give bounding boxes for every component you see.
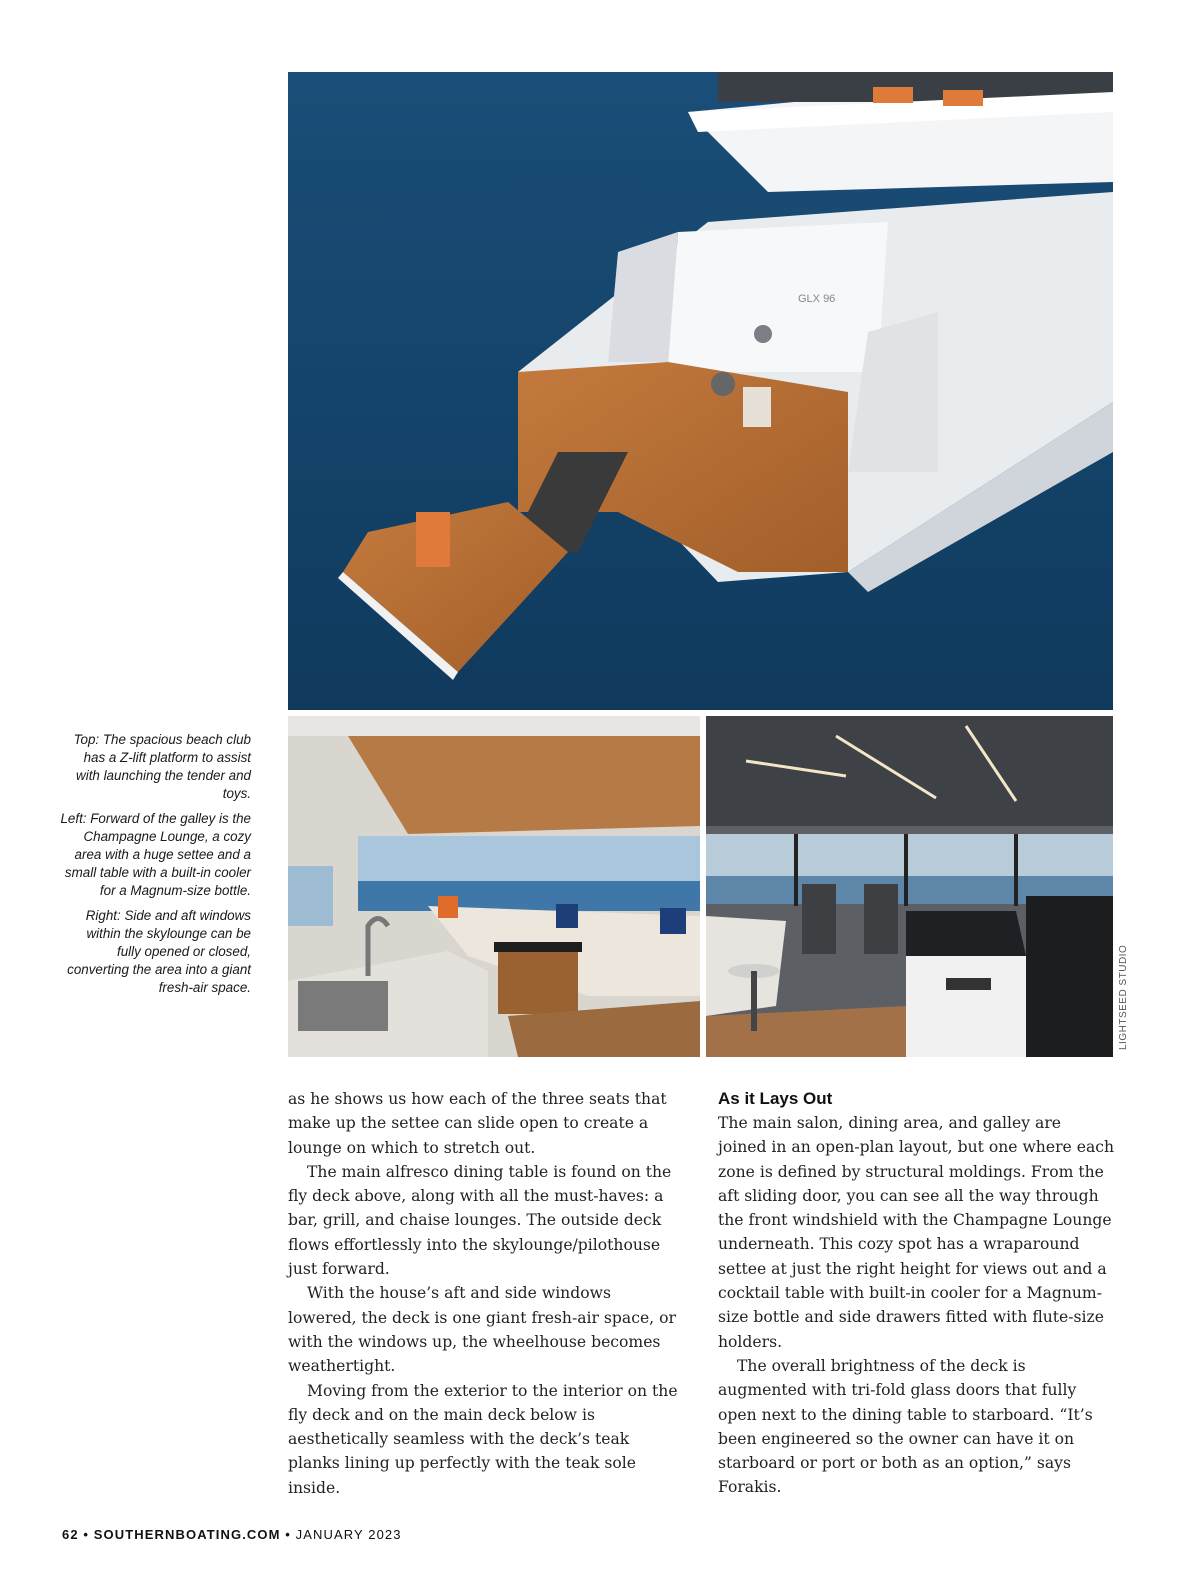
caption-left: Left: Forward of the galley is the Champagne Lounge, a cozy area with a huge settee and a small table with a built-in cooler for a Magnum-size bottle. [60, 811, 251, 898]
article-column-right [718, 1087, 1114, 1500]
page-footer [62, 1527, 402, 1542]
page-number: 62 [62, 1527, 79, 1542]
photo-credit: LIGHTSEED STUDIO [1118, 944, 1129, 1050]
paragraph: as he shows us how each of the three seats that make up the settee can slide open to create a lounge on which to stretch out. [288, 1090, 667, 1157]
caption-top: Top: The spacious beach club has a Z-lift platform to assist with launching the tender and toys. [73, 732, 251, 801]
section-heading: As it Lays Out [718, 1089, 833, 1108]
photo-champagne-lounge [288, 716, 700, 1057]
photo-skylounge-helm [706, 716, 1113, 1057]
footer-separator: • [285, 1527, 291, 1542]
caption-right: Right: Side and aft windows within the skylounge can be fully opened or closed, converting the area into a giant fresh-air space. [67, 908, 251, 995]
paragraph: The overall brightness of the deck is augmented with tri-fold glass doors that fully open next to the dining table to starboard. “It’s been engineered so the owner can have it on starboard or port or both as an option,” says Forakis. [718, 1356, 1093, 1497]
paragraph: Moving from the exterior to the interior on the fly deck and on the main deck below is aesthetically seamless with the deck’s teak planks lining up perfectly with the teak sole inside. [288, 1381, 678, 1497]
footer-issue: JANUARY 2023 [295, 1527, 402, 1542]
footer-separator: • [83, 1527, 90, 1542]
paragraph: With the house’s aft and side windows lowered, the deck is one giant fresh-air space, or with the windows up, the wheelhouse becomes weathertight. [288, 1284, 676, 1376]
article-column-left [288, 1087, 684, 1500]
photo-captions [60, 731, 251, 1004]
paragraph: The main salon, dining area, and galley are joined in an open-plan layout, but one where each zone is defined by structural moldings. From the aft sliding door, you can see all the way through the front windshield with the Champagne Lounge underneath. This cozy spot has a wraparound settee at just the right height for views out and a cocktail table with built-in cooler for a Magnum-size bottle and side drawers fitted with flute-size holders. [718, 1114, 1115, 1351]
paragraph: The main alfresco dining table is found on the fly deck above, along with all the must-haves: a bar, grill, and chaise lounges. The outside deck flows effortlessly into the skylounge/pilothouse just forward. [288, 1162, 672, 1279]
photo-yacht-stern-beach-club [288, 72, 1113, 710]
footer-site: SOUTHERNBOATING.COM [93, 1527, 281, 1542]
hull-logo: GLX 96 [798, 293, 836, 305]
